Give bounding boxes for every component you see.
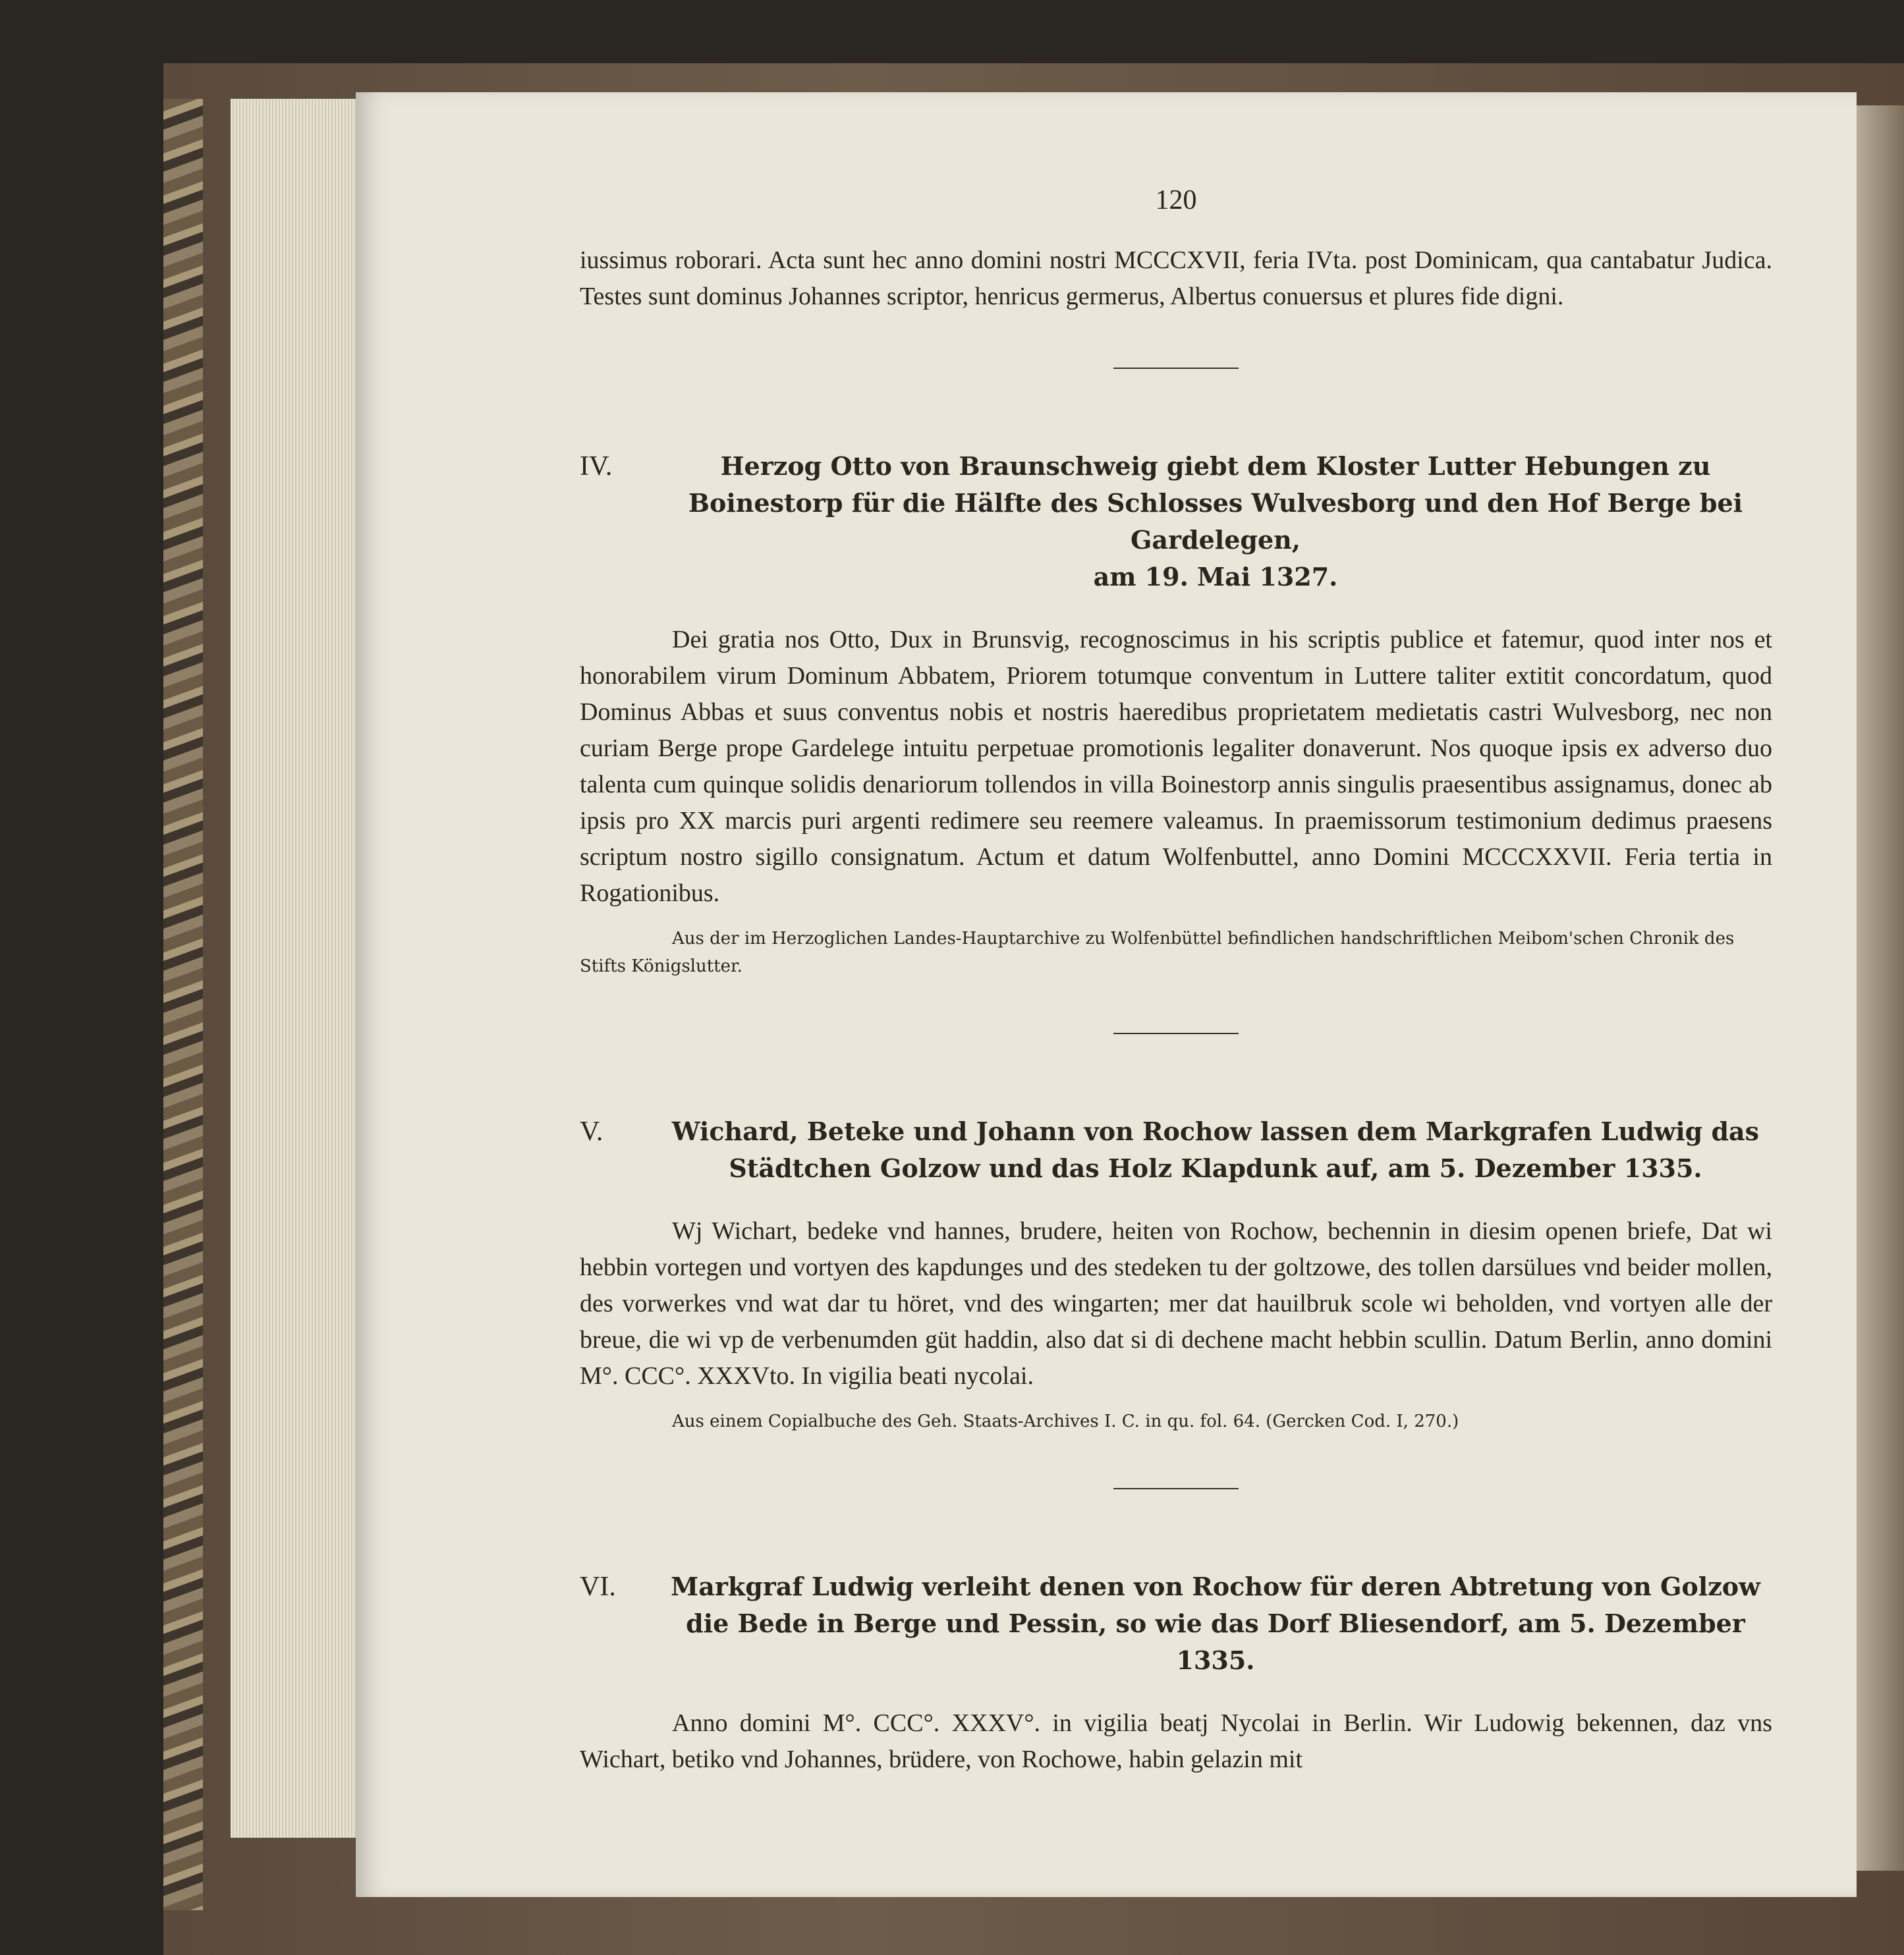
section-heading [580,1113,1772,1187]
section-heading [580,448,1772,595]
section-heading [580,1568,1772,1679]
page-stack-edge [231,99,357,1838]
section-source: Aus einem Copialbuche des Geh. Staats-Archives I. C. in qu. fol. 64. (Gercken Cod. I, 270.) [672,1412,1459,1431]
intro-paragraph: iussimus roborari. Acta sunt hec anno domini nostri MCCCXVII, feria IVta. post Dominicam, qua cantabatur Judica. Testes sunt dominus Johannes scriptor, henricus germerus, Albertus conuersus et plures fide digni. [580,246,1772,310]
section-v [580,1113,1772,1435]
facing-page-edge [1857,105,1904,1871]
section-body: Wj Wichart, bedeke vnd hannes, brudere, heiten von Rochow, bechennin in diesim openen briefe, Dat wi hebbin vortegen und vortyen des kapdunges und des stedeken tu der goltzowe, des tollen darsülues vnd beider mollen, des vorwerkes vnd wat dar tu höret, vnd des wingarten; mer dat hauilbruk scole wi beholden, vnd vortyen alle der breue, die wi vp de verbenumden güt haddin, also dat si di dechene macht hebbin scullin. Datum Berlin, anno domini M°. CCC°. XXXVto. In vigilia beati nycolai. [580,1217,1772,1390]
page-content [580,184,1772,1778]
section-title: Markgraf Ludwig verleiht denen von Rochow für deren Abtretung von Golzow die Bede in Berge und Pessin, so wie das Dorf Bliesendorf, am 5. Dezember 1335. [671,1572,1760,1675]
marbled-edge [163,99,203,1910]
page-number: 120 [1155,185,1197,215]
section-vi [580,1568,1772,1778]
section-source: Aus der im Herzoglichen Landes-Hauptarchive zu Wolfenbüttel befindlichen handschriftlichen Meibom'schen Chronik des Stifts Königslutter. [580,929,1735,976]
section-number: VI. [580,1572,616,1602]
section-number: IV. [580,451,613,482]
section-divider [1113,1488,1239,1489]
section-title: Herzog Otto von Braunschweig giebt dem Kloster Lutter Hebungen zu Boinestorp für die Hälfte des Schlosses Wulvesborg und den Hof Berge bei Gardelegen, [688,451,1743,555]
section-iv [580,448,1772,980]
section-divider [1113,368,1239,369]
section-body: Dei gratia nos Otto, Dux in Brunsvig, recognoscimus in his scriptis publice et fatemur, quod inter nos et honorabilem virum Dominum Abbatem, Priorem totumque conventum in Luttere taliter extitit concordatum, quod Dominus Abbas et suus conventus nobis et nostris haeredibus proprietatem medietatis castri Wulvesborg, nec non curiam Berge prope Gardelege intuitu perpetuae promotionis legaliter donaverunt. Nos quoque ipsis ex adverso duo talenta cum quinque solidis denariorum tollendos in villa Boinestorp annis singulis praesentibus assignamus, donec ab ipsis pro XX marcis puri argenti redimere seu reemere valeamus. In praemissorum testimonium dedimus praesens scriptum nostro sigillo consignatum. Actum et datum Wolfenbuttel, anno Domini MCCCXXVII. Feria tertia in Rogationibus. [580,626,1772,907]
section-body: Anno domini M°. CCC°. XXXV°. in vigilia beatj Nycolai in Berlin. Wir Ludowig bekennen, daz vns Wichart, betiko vnd Johannes, brüdere, von Rochowe, habin gelazin mit [580,1709,1772,1773]
section-number: V. [580,1116,603,1147]
section-title: Wichard, Beteke und Johann von Rochow lassen dem Markgrafen Ludwig das Städtchen Golzow und das Holz Klapdunk auf, am 5. Dezember 1335. [671,1116,1760,1183]
section-date: am 19. Mai 1327. [1093,562,1338,592]
section-divider [1113,1033,1239,1034]
